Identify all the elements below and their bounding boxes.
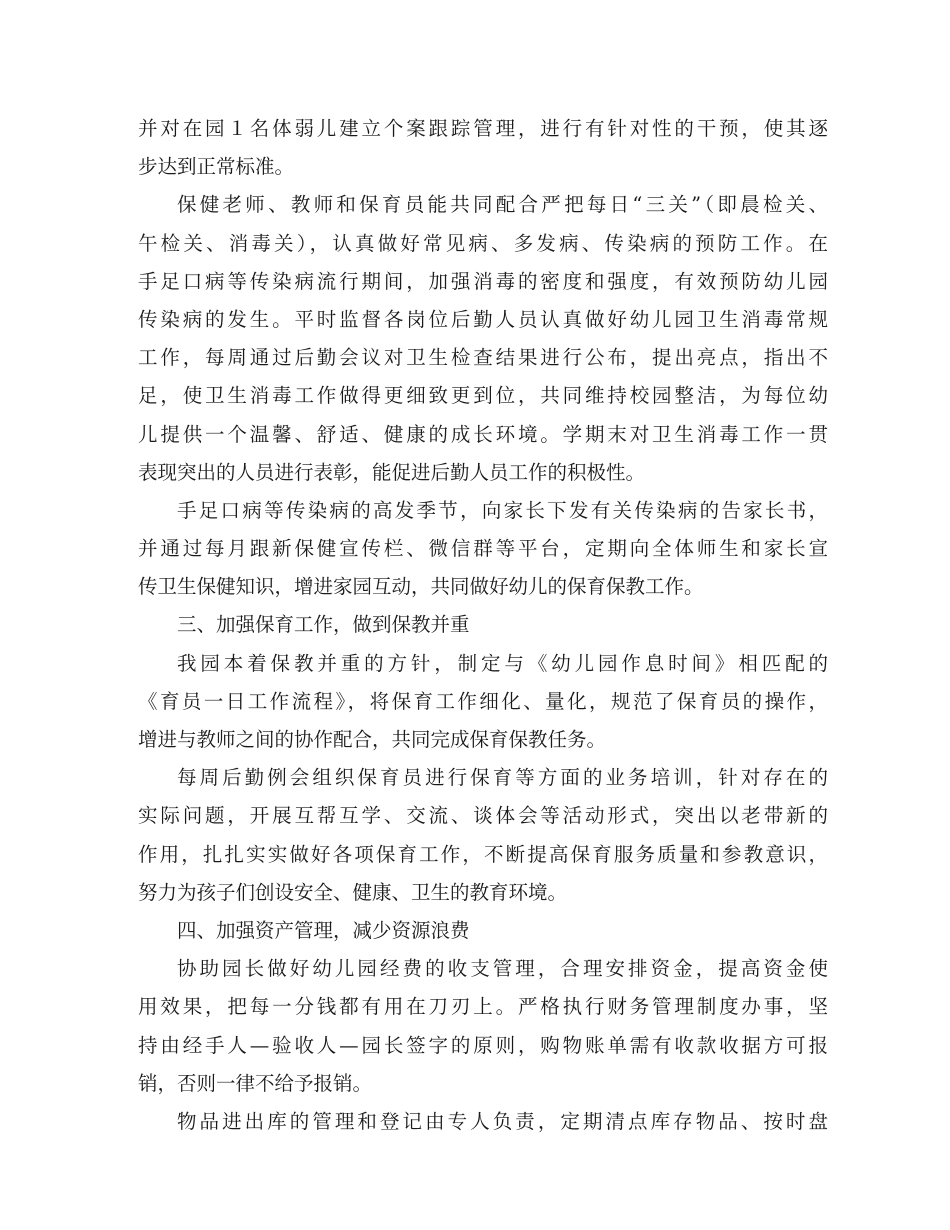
text-line: 传染病的发生。平时监督各岗位后勤人员认真做好幼儿园卫生消毒常规 bbox=[138, 307, 828, 331]
text-line: 销，否则一律不给予报销。 bbox=[138, 1071, 373, 1095]
text-line: 用效果，把每一分钱都有用在刀刃上。严格执行财务管理制度办事，坚 bbox=[138, 995, 828, 1019]
text-line: 足，使卫生消毒工作做得更细致更到位，共同维持校园整洁，为每位幼 bbox=[138, 384, 828, 408]
text-line: 表现突出的人员进行表彰，能促进后勤人员工作的积极性。 bbox=[138, 460, 646, 484]
text-line: 步达到正常标准。 bbox=[138, 155, 295, 179]
document-body bbox=[138, 110, 828, 1141]
text-line: 儿提供一个温馨、舒适、健康的成长环境。学期末对卫生消毒工作一贯 bbox=[138, 422, 828, 446]
text-line: 实际问题，开展互帮互学、交流、谈体会等活动形式，突出以老带新的 bbox=[138, 804, 828, 828]
text-line: 四、加强资产管理，减少资源浪费 bbox=[177, 918, 470, 942]
text-line: 协助园长做好幼儿园经费的收支管理，合理安排资金，提高资金使 bbox=[177, 957, 828, 981]
text-line: 并对在园１名体弱儿建立个案跟踪管理，进行有针对性的干预，使其逐 bbox=[138, 117, 828, 140]
text-line: 三、加强保育工作，做到保教并重 bbox=[177, 613, 470, 637]
text-line: 手足口病等传染病的高发季节，向家长下发有关传染病的告家长书， bbox=[177, 498, 828, 522]
text-line: 努力为孩子们创设安全、健康、卫生的教育环境。 bbox=[138, 880, 568, 904]
text-line: 作用，扎扎实实做好各项保育工作，不断提高保育服务质量和参教意识， bbox=[138, 842, 828, 866]
text-line: 《育员一日工作流程》，将保育工作细化、量化，规范了保育员的操作， bbox=[138, 689, 828, 713]
text-line: 手足口病等传染病流行期间，加强消毒的密度和强度，有效预防幼儿园 bbox=[138, 269, 828, 293]
text-line: 我园本着保教并重的方针，制定与《幼儿园作息时间》相匹配的 bbox=[177, 651, 828, 675]
text-line: 传卫生保健知识，增进家园互动，共同做好幼儿的保育保教工作。 bbox=[138, 575, 704, 599]
text-line: 增进与教师之间的协作配合，共同完成保育保教任务。 bbox=[138, 728, 607, 751]
text-line: 物品进出库的管理和登记由专人负责，定期清点库存物品、按时盘 bbox=[177, 1109, 828, 1133]
text-line: 保健老师、教师和保育员能共同配合严把每日“三关”（即晨检关、 bbox=[177, 193, 828, 217]
text-line: 工作，每周通过后勤会议对卫生检查结果进行公布，提出亮点，指出不 bbox=[138, 346, 828, 370]
text-line: 每周后勤例会组织保育员进行保育等方面的业务培训，针对存在的 bbox=[177, 766, 828, 790]
text-line: 午检关、消毒关），认真做好常见病、多发病、传染病的预防工作。在 bbox=[138, 231, 828, 255]
text-line: 持由经手人—验收人—园长签字的原则，购物账单需有收款收据方可报 bbox=[138, 1033, 828, 1057]
text-line: 并通过每月跟新保健宣传栏、微信群等平台，定期向全体师生和家长宣 bbox=[138, 537, 828, 561]
